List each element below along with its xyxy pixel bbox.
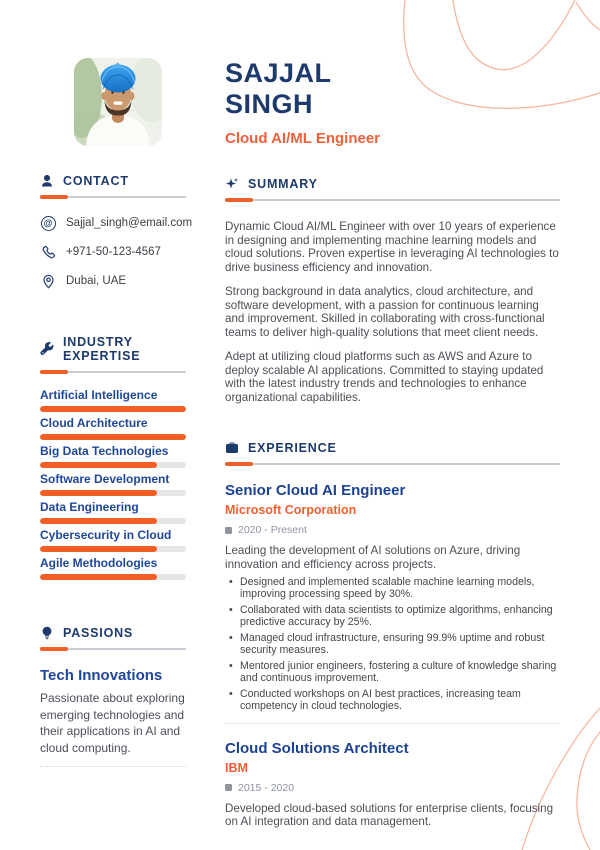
skill-bar-fill [40,434,186,440]
job-title-header: Cloud AI/ML Engineer [225,130,381,147]
section-divider [40,370,186,374]
location-pin-icon [40,273,56,289]
skill-label: Agile Methodologies [40,556,158,570]
job-description: Developed cloud-based solutions for enterprise clients, focusing on AI integration and data management. [225,801,554,829]
briefcase-icon [225,441,239,455]
job-title: Cloud Solutions Architect [225,739,409,757]
profile-photo-illustration [74,58,162,146]
section-divider [225,198,560,202]
sparkle-icon [225,177,239,191]
summary-paragraph: Strong background in data analytics, cloud architecture, and software development, with a passion for continuous learning and improvement. Skilled in collaborating with cross-functional teams to deliver high-quality solutions that meet client needs. [225,285,545,339]
job-company: Microsoft Corporation [225,503,357,517]
job-description: Leading the development of AI solutions on Azure, driving innovation and efficiency across projects. [225,544,521,571]
job-company: IBM [225,760,248,775]
sidebar [40,0,193,767]
skill-bar-track [40,518,186,524]
skill-bar-track [40,406,186,412]
job-bullet: • Managed cloud infrastructure, ensuring 99.9% uptime and robust security measures. [225,633,560,657]
skill-item [40,388,186,412]
contact-phone-row [40,244,186,260]
skill-bar-track [40,434,186,440]
summary-paragraph: Dynamic Cloud AI/ML Engineer with over 10 years of experience in designing and implementing machine learning models and cloud solutions. Proven expertise in leveraging AI technologies to drive business efficiency and innovation. [225,220,559,274]
skill-label: Big Data Technologies [40,444,169,458]
passions-heading: PASSIONS [63,626,134,640]
job-period: 2020 - Present [238,524,307,536]
skill-bar-fill [40,518,157,524]
skill-item [40,472,186,496]
skill-bar-fill [40,462,157,468]
skill-bar-fill [40,490,157,496]
skill-item [40,500,186,524]
job-bullet: • Designed and implemented scalable machine learning models, improving processing speed by 30%. [225,577,560,601]
skill-item [40,556,186,580]
job-period-row [225,782,560,794]
phone-icon [40,244,56,260]
first-name: SAJJAL [225,58,332,88]
job-period-row [225,524,560,536]
person-icon [40,174,54,188]
skill-item [40,528,186,552]
summary-paragraph: Adept at utilizing cloud platforms such as AWS and Azure to deploy scalable AI applications. Committed to staying updated with the latest industry trends and technologies to enhance organizational capabilities. [225,350,544,404]
full-name [225,58,560,120]
skill-label: Cybersecurity in Cloud [40,528,172,542]
summary-heading: SUMMARY [248,177,318,191]
experience-entry [225,482,560,713]
last-name: SINGH [225,89,314,119]
wrench-icon [40,342,54,356]
skill-bar-track [40,462,186,468]
skill-bar-track [40,490,186,496]
contact-heading: CONTACT [63,174,129,188]
skill-label: Software Development [40,472,170,486]
skill-label: Data Engineering [40,500,139,514]
job-title: Senior Cloud AI Engineer [225,482,406,499]
skill-item [40,444,186,468]
passion-entry-text: Passionate about exploring emerging technologies and their applications in AI and cloud computing. [40,691,185,755]
contact-phone: +971-50-123-4567 [66,246,161,258]
skill-bar-track [40,574,186,580]
contact-email-row [40,215,193,231]
job-bullet-list [225,577,560,713]
skill-bar-fill [40,574,157,580]
contact-email: Sajjal_singh@email.com [66,217,193,229]
skill-bar-track [40,546,186,552]
job-period: 2015 - 2020 [238,781,295,794]
dotted-divider [40,766,186,767]
skill-label: Artificial Intelligence [40,388,158,402]
job-bullet: • Collaborated with data scientists to optimize algorithms, enhancing predictive accuracy by 25%. [225,605,560,629]
job-bullet: • Mentored junior engineers, fostering a culture of knowledge sharing and continuous improvement. [225,661,560,685]
skill-bar-fill [40,546,157,552]
experience-entry [225,740,560,829]
summary-section [225,177,560,404]
section-divider [40,647,186,651]
expertise-heading: INDUSTRY EXPERTISE [63,335,141,363]
at-icon [40,215,56,231]
contact-section [40,174,193,289]
skill-item [40,416,186,440]
passions-section [40,626,186,767]
section-divider [225,462,560,466]
contact-location-row [40,273,186,289]
experience-section [225,441,560,829]
skill-bar-fill [40,406,186,412]
main-column [225,0,560,829]
dotted-divider [225,723,560,724]
industry-expertise-section [40,335,186,580]
calendar-icon [225,784,232,791]
skill-label: Cloud Architecture [40,416,148,430]
calendar-icon [225,527,232,534]
experience-heading: EXPERIENCE [248,441,337,455]
contact-location: Dubai, UAE [66,275,127,287]
lightbulb-icon [40,626,54,640]
profile-photo [74,58,162,146]
section-divider [40,195,186,199]
passion-entry-title: Tech Innovations [40,667,163,684]
job-bullet: • Conducted workshops on AI best practices, increasing team competency in cloud technologies. [225,689,560,713]
